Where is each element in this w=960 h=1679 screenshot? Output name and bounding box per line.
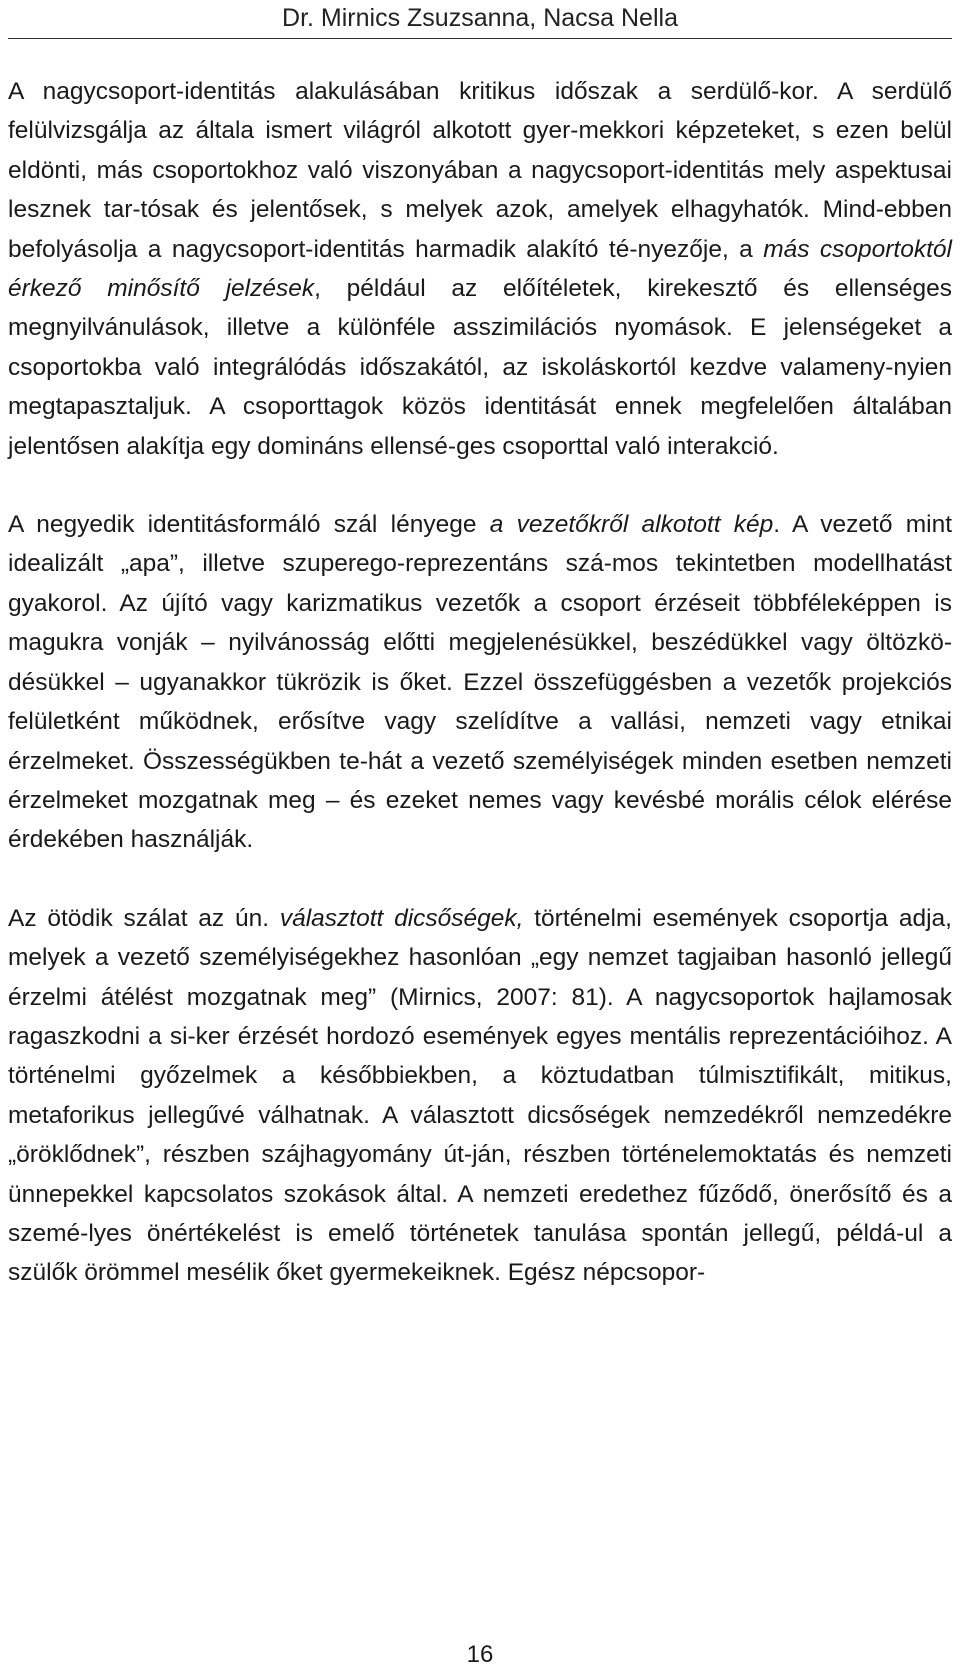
paragraph-3-text: Az ötödik szálat az ún. [8, 904, 280, 932]
paragraph-1 [8, 72, 952, 466]
paragraph-1-text: A nagycsoport-identitás alakulásában kritikus időszak a serdülő-kor. A serdülő felülvizsgálja az általa ismert világról alkotott gyer-mekkori képzeteket, s ezen belül eldönti, más csoportokhoz való viszonyában a nagycsoport-identitás mely aspektusai lesznek tar-tósak és jelentősek, s melyek azok, amelyek elhagyhatók. Mind-ebben befolyásolja a nagycsoport-identitás harmadik alakító té-nyezője, a [8, 78, 952, 263]
running-title: Dr. Mirnics Zsuzsanna, Nacsa Nella [282, 4, 678, 32]
paragraph-2-emphasis: a vezetőkről alkotott kép [489, 511, 774, 539]
page-number: 16 [466, 1641, 494, 1668]
paragraph-2-text-continued: . A vezető mint idealizált „apa”, illetve szuperego-reprezentáns szá-mos tekintetben modellhatást gyakorol. Az újító vagy karizmatikus vezetők a csoport érzéseit többféleképpen is magukra vonják – nyilvánosság előtti megjelenésükkel, beszédükkel vagy öltözkö-désükkel – ugyanakkor tükrözik is őket. Ezzel összefüggésben a vezetők projekciós felületként működnek, erősítve vagy szelídítve a vallási, nemzeti vagy etnikai érzelmeket. Összességükben te-hát a vezető személyiségek minden esetben nemzeti érzelmeket mozgatnak meg – és ezeket nemes vagy kevésbé morális célok elérése érdekében használják. [8, 511, 952, 854]
paragraph-3 [8, 899, 952, 1293]
paragraph-3-text-continued: történelmi események csoportja adja, melyek a vezető személyiségekhez hasonlóan „egy nemzet tagjaiban hasonló jellegű érzelmi átélést mozgatnak meg” (Mirnics, 2007: 81). A nagycsoportok hajlamosak ragaszkodni a si-ker érzését hordozó események egyes mentális reprezentációihoz. A történelmi győzelmek a későbbiekben, a köztudatban túlmisztifikált, mitikus, metaforikus jellegűvé válhatnak. A választott dicsőségek nemzedékről nemzedékre „öröklődnek”, részben szájhagyomány út-ján, részben történelemoktatás és nemzeti ünnepekkel kapcsolatos szokások által. A nemzeti eredethez fűződő, önerősítő és a szemé-lyes önértékelést is emelő történetek tanulása spontán jellegű, példá-ul a szülők örömmel mesélik őket gyermekeiknek. Egész népcsopor- [8, 904, 952, 1287]
paragraph-3-emphasis: választott dicsőségek, [279, 904, 524, 932]
body-text [8, 72, 952, 1293]
paragraph-1-text-continued: , például az előítéletek, kirekesztő és ellenséges megnyilvánulások, illetve a különféle asszimilációs nyomások. E jelenségeket a csoportokba való integrálódás időszakától, az iskoláskortól kezdve valameny-nyien megtapasztaljuk. A csoporttagok közös identitását ennek megfelelően általában jelentősen alakítja egy domináns ellensé-ges csoporttal való interakció. [8, 275, 952, 460]
paragraph-2-text: A negyedik identitásformáló szál lényege [8, 511, 490, 539]
header-rule [8, 38, 952, 39]
paragraph-1-emphasis: más csoportoktól érkező minősítő jelzések [8, 235, 952, 303]
paragraph-2 [8, 505, 952, 860]
